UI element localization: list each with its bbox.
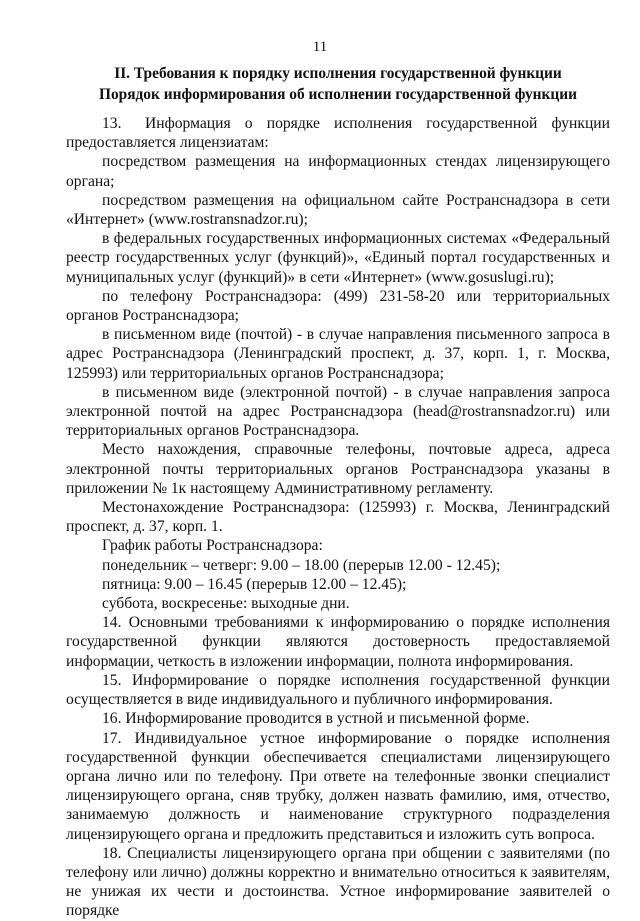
- paragraph-mail: в письменном виде (почтой) - в случае направления письменного запроса в адрес Ространснадзора (Ленинградский проспект, д. 37, корп. 1, г. Москва, 125993) или территориальных органов Ространснадзора;: [66, 326, 610, 382]
- paragraph-location: Место нахождения, справочные телефоны, почтовые адреса, адреса электронной почты территориальных органов Ространснадзора указаны в приложении № 1к настоящему Административному регламенту.: [66, 441, 610, 497]
- paragraph-email: в письменном виде (электронной почтой) - в случае направления запроса электронной почтой на адрес Ространснадзора (head@rostransnadzor.ru) или территориальных органов Ространснадзора.: [66, 383, 610, 440]
- paragraph-14: 14. Основными требованиями к информированию о порядке исполнения государственной функции являются достоверность предоставляемой информации, четкость в изложении информации, полнота информирования.: [66, 614, 610, 670]
- paragraph-17: 17. Индивидуальное устное информирование о порядке исполнения государственной функции обеспечивается специалистами лицензирующего органа лично или по телефону. При ответе на телефонные звонки специалист лицензирующего органа, сняв трубку, должен назвать фамилию, имя, отчество, занимаемую должность и наименование структурного подразделения лицензирующего органа и предложить представиться и изложить суть вопроса.: [66, 729, 610, 843]
- paragraph-stands: посредством размещения на информационных стендах лицензирующего органа;: [66, 153, 610, 190]
- paragraph-13: 13. Информация о порядке исполнения государственной функции предоставляется лицензиатам:: [66, 115, 610, 152]
- section-heading: II. Требования к порядку исполнения государственной функции: [114, 65, 562, 82]
- paragraph-website: посредством размещения на официальном сайте Ространснадзора в сети «Интернет» (www.rostransnadzor.ru);: [66, 191, 610, 229]
- paragraph-18: 18. Специалисты лицензирующего органа при общении с заявителями (по телефону или лично) должны корректно и внимательно относиться к заявителям, не унижая их чести и достоинства. Устное информирование заявителей о порядке: [66, 844, 610, 920]
- paragraph-15: 15. Информирование о порядке исполнения государственной функции осуществляется в виде индивидуального и публичного информирования.: [66, 671, 610, 709]
- paragraph-16: 16. Информирование проводится в устной и письменной форме.: [102, 710, 530, 728]
- paragraph-federal-systems: в федеральных государственных информационных системах «Федеральный реестр государственных услуг (функций)», «Единый портал государственных и муниципальных услуг (функций)» в сети «Интернет» (www.gosuslugi.ru);: [66, 230, 610, 286]
- subsection-heading: Порядок информирования об исполнении государственной функции: [98, 86, 578, 103]
- paragraph-schedule-weekend: суббота, воскресенье: выходные дни.: [102, 595, 350, 613]
- document-body: [66, 114, 610, 921]
- paragraph-phone: по телефону Ространснадзора: (499) 231-58-20 или территориальных органов Ространснадзора;: [66, 287, 610, 325]
- paragraph-schedule-mon-thu: понедельник – четверг: 9.00 – 18.00 (перерыв 12.00 - 12.45);: [102, 556, 501, 574]
- page-number: 11: [312, 39, 328, 55]
- paragraph-schedule-title: График работы Ространснадзора:: [102, 537, 323, 555]
- paragraph-address: Местонахождение Ространснадзора: (125993) г. Москва, Ленинградский проспект, д. 37, корп. 1.: [66, 499, 610, 536]
- paragraph-schedule-fri: пятница: 9.00 – 16.45 (перерыв 12.00 – 12.45);: [102, 575, 407, 593]
